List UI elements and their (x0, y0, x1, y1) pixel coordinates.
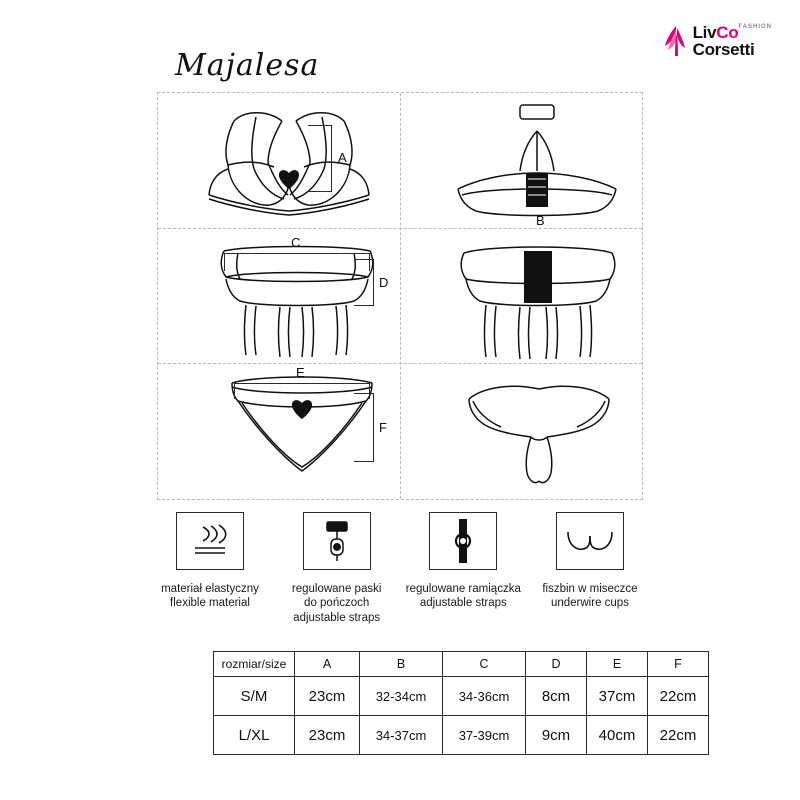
table-cell-f: 22cm (648, 677, 709, 716)
illustration-panel (157, 92, 643, 500)
adjustable-garter-straps-icon (303, 512, 371, 570)
brand-line1-accent: Co (716, 22, 739, 42)
measure-line-a-vertical (331, 125, 332, 191)
panel-divider-vertical (400, 93, 401, 499)
feature-label-en: flexible material (170, 597, 250, 610)
measure-tick-a-top (308, 125, 332, 126)
feature-label-en: adjustable straps (293, 611, 381, 624)
measure-tick-a-bottom (308, 191, 332, 192)
feature-adjustable-garter-straps (277, 512, 397, 625)
feature-label-pl: materiał elastyczny (161, 583, 259, 595)
garter-belt-back-illustration (458, 243, 618, 367)
feature-label-en: adjustable straps (419, 597, 507, 610)
brand-wings-icon (663, 24, 689, 58)
feature-flexible-material (150, 512, 270, 625)
measure-label-c: C (291, 235, 301, 250)
table-cell-d: 8cm (526, 677, 587, 716)
size-table (213, 651, 709, 755)
table-header-row (214, 652, 709, 677)
feature-label-en: underwire cups (550, 597, 629, 610)
table-header-e: E (587, 652, 648, 677)
table-cell-a: 23cm (295, 677, 360, 716)
feature-label-pl: regulowane paski (291, 583, 382, 595)
measure-tick-e-right (369, 383, 370, 399)
underwire-cups-icon (556, 512, 624, 570)
table-cell-a: 23cm (295, 716, 360, 755)
feature-adjustable-shoulder-straps (403, 512, 523, 625)
measure-label-f: F (379, 420, 387, 435)
table-header-size: rozmiar/size (214, 652, 295, 677)
garter-belt-front-illustration (218, 243, 376, 363)
table-header-d: D (526, 652, 587, 677)
measure-label-e: E (296, 365, 305, 380)
table-row (214, 716, 709, 755)
feature-underwire-cups (530, 512, 650, 625)
table-row (214, 677, 709, 716)
brand-logo (652, 18, 772, 64)
table-header-f: F (648, 652, 709, 677)
measure-line-e-horizontal (234, 383, 370, 384)
measure-line-f-vertical (373, 393, 374, 461)
measure-label-b: B (536, 213, 545, 228)
panty-front-illustration (228, 373, 376, 479)
elastic-material-icon (176, 512, 244, 570)
table-cell-b: 34-37cm (360, 716, 443, 755)
panty-back-illustration (463, 383, 615, 489)
table-cell-size: L/XL (214, 716, 295, 755)
measure-label-d: D (379, 275, 389, 290)
table-header-a: A (295, 652, 360, 677)
bra-front-illustration (204, 107, 374, 225)
measure-tick-f-bottom (354, 461, 374, 462)
measure-tick-e-left (234, 383, 235, 399)
table-cell-c: 34-36cm (443, 677, 526, 716)
table-cell-c: 37-39cm (443, 716, 526, 755)
measure-line-d-vertical (373, 259, 374, 305)
measure-tick-d-top (354, 259, 374, 260)
table-cell-e: 40cm (587, 716, 648, 755)
measure-line-c-horizontal (224, 253, 370, 254)
measure-tick-c-left (224, 253, 225, 271)
feature-label-pl: fiszbin w miseczce (542, 583, 638, 595)
bra-back-illustration (448, 101, 628, 225)
table-cell-f: 22cm (648, 716, 709, 755)
feature-list (150, 512, 650, 625)
brand-line2: Corsetti (692, 40, 755, 59)
table-cell-d: 9cm (526, 716, 587, 755)
table-header-c: C (443, 652, 526, 677)
adjustable-shoulder-straps-icon (429, 512, 497, 570)
table-cell-e: 37cm (587, 677, 648, 716)
measure-tick-d-bottom (354, 305, 374, 306)
measure-label-a: A (338, 150, 347, 165)
page-title: Majalesa (175, 48, 320, 83)
panel-divider-horizontal-1 (158, 228, 642, 229)
measure-tick-f-top (354, 393, 374, 394)
brand-line1-prefix: Liv (692, 22, 717, 42)
feature-label-pl: regulowane ramiączka (405, 583, 521, 595)
table-cell-b: 32-34cm (360, 677, 443, 716)
feature-label-pl2: do pończoch (304, 597, 370, 610)
table-cell-size: S/M (214, 677, 295, 716)
measure-tick-c-right (369, 253, 370, 271)
brand-fashion-label: FASHION (738, 23, 772, 30)
table-header-b: B (360, 652, 443, 677)
